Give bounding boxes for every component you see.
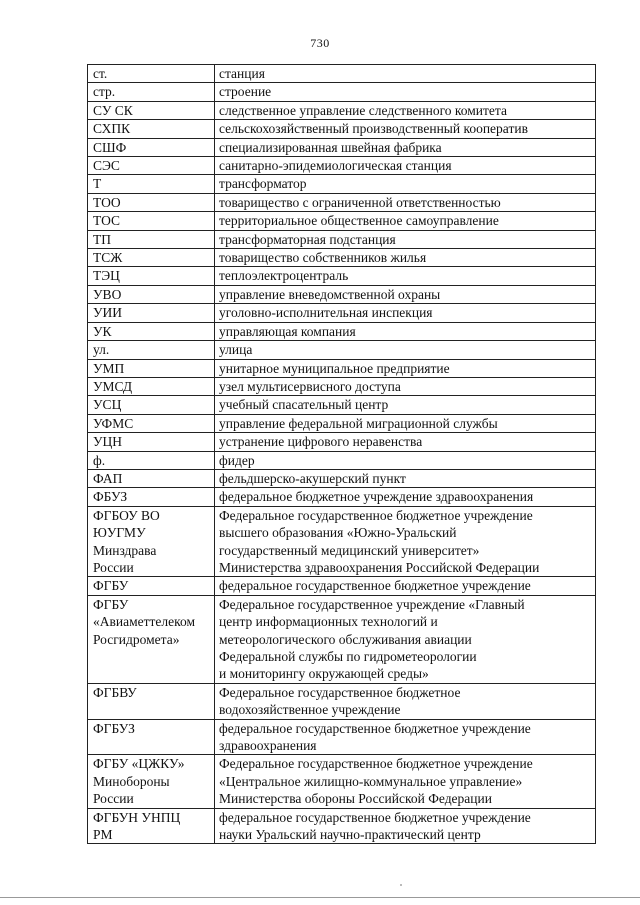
abbreviation-cell: ул. [88, 341, 215, 359]
abbreviation-cell: ТП [88, 230, 215, 248]
definition-cell: уголовно-исполнительная инспекция [215, 304, 596, 322]
page-number: 730 [310, 36, 330, 50]
abbreviation-cell: СШФ [88, 138, 215, 156]
definition-cell: учебный спасательный центр [215, 396, 596, 414]
abbreviations-table-body [88, 65, 596, 844]
table-row [88, 175, 596, 193]
definition-cell: Федеральное государственное бюджетное учреждение «Центральное жилищно-коммунальное управление» Министерства обороны Российской Федерации [215, 755, 596, 808]
definition-cell: федеральное государственное бюджетное учреждение здравоохранения [215, 719, 596, 755]
abbreviation-cell: ф. [88, 451, 215, 469]
abbreviation-cell: ТСЖ [88, 249, 215, 267]
definition-cell: управление вневедомственной охраны [215, 285, 596, 303]
abbreviation-cell: УФМС [88, 414, 215, 432]
table-row [88, 157, 596, 175]
table-row [88, 359, 596, 377]
abbreviation-cell: ФГБУ [88, 577, 215, 595]
definition-cell: специализированная швейная фабрика [215, 138, 596, 156]
table-row [88, 83, 596, 101]
definition-cell: Федеральное государственное бюджетное учреждение высшего образования «Южно-Уральский государственный медицинский университет» Министерства здравоохранения Российской Федерации [215, 506, 596, 577]
abbreviation-cell: ФГБУЗ [88, 719, 215, 755]
definition-cell: товарищество с ограниченной ответственностью [215, 193, 596, 211]
abbreviation-cell: СЭС [88, 157, 215, 175]
definition-cell: узел мультисервисного доступа [215, 377, 596, 395]
abbreviation-cell: ФГБУ «ЦЖКУ» Минобороны России [88, 755, 215, 808]
table-row [88, 193, 596, 211]
definition-cell: товарищество собственников жилья [215, 249, 596, 267]
abbreviation-cell: УСЦ [88, 396, 215, 414]
abbreviation-cell: УК [88, 322, 215, 340]
table-row [88, 65, 596, 83]
table-row [88, 808, 596, 844]
definition-cell: трансформаторная подстанция [215, 230, 596, 248]
definition-cell: теплоэлектроцентраль [215, 267, 596, 285]
table-row [88, 377, 596, 395]
abbreviation-cell: УМП [88, 359, 215, 377]
abbreviation-cell: ФГБВУ [88, 683, 215, 719]
table-row [88, 451, 596, 469]
abbreviation-cell: УЦН [88, 433, 215, 451]
abbreviation-cell: ФГБУН УНПЦ РМ [88, 808, 215, 844]
definition-cell: Федеральное государственное бюджетное водохозяйственное учреждение [215, 683, 596, 719]
table-row [88, 433, 596, 451]
definition-cell: федеральное государственное бюджетное учреждение [215, 577, 596, 595]
definition-cell: Федеральное государственное учреждение «Главный центр информационных технологий и метеорологического обслуживания авиации Федеральной службы по гидрометеорологии и мониторингу окружающей среды» [215, 595, 596, 683]
table-row [88, 267, 596, 285]
table-row [88, 230, 596, 248]
table-row [88, 469, 596, 487]
abbreviation-cell: ТОС [88, 212, 215, 230]
abbreviations-table [87, 64, 596, 844]
definition-cell: трансформатор [215, 175, 596, 193]
definition-cell: санитарно-эпидемиологическая станция [215, 157, 596, 175]
table-row [88, 285, 596, 303]
table-row [88, 488, 596, 506]
definition-cell: федеральное бюджетное учреждение здравоохранения [215, 488, 596, 506]
table-row [88, 101, 596, 119]
abbreviation-cell: ФГБУ «Авиаметтелеком Росгидромета» [88, 595, 215, 683]
table-row [88, 506, 596, 577]
abbreviation-cell: ФБУЗ [88, 488, 215, 506]
definition-cell: сельскохозяйственный производственный кооператив [215, 120, 596, 138]
table-row [88, 341, 596, 359]
table-row [88, 683, 596, 719]
table-row [88, 120, 596, 138]
definition-cell: территориальное общественное самоуправление [215, 212, 596, 230]
scan-artifact [400, 884, 402, 886]
definition-cell: следственное управление следственного комитета [215, 101, 596, 119]
abbreviation-cell: ст. [88, 65, 215, 83]
table-row [88, 304, 596, 322]
table-row [88, 322, 596, 340]
abbreviation-cell: ФАП [88, 469, 215, 487]
table-row [88, 249, 596, 267]
abbreviation-cell: УИИ [88, 304, 215, 322]
abbreviation-cell: Т [88, 175, 215, 193]
definition-cell: федеральное государственное бюджетное учреждение науки Уральский научно-практический центр [215, 808, 596, 844]
table-row [88, 755, 596, 808]
abbreviation-cell: ФГБОУ ВО ЮУГМУ Минздрава России [88, 506, 215, 577]
definition-cell: управление федеральной миграционной службы [215, 414, 596, 432]
definition-cell: фельдшерско-акушерский пункт [215, 469, 596, 487]
abbreviation-cell: ТЭЦ [88, 267, 215, 285]
definition-cell: устранение цифрового неравенства [215, 433, 596, 451]
abbreviation-cell: стр. [88, 83, 215, 101]
table-row [88, 396, 596, 414]
table-row [88, 719, 596, 755]
table-row [88, 414, 596, 432]
abbreviation-cell: СУ СК [88, 101, 215, 119]
abbreviation-cell: УМСД [88, 377, 215, 395]
abbreviation-cell: СХПК [88, 120, 215, 138]
definition-cell: фидер [215, 451, 596, 469]
table-row [88, 138, 596, 156]
definition-cell: улица [215, 341, 596, 359]
definition-cell: управляющая компания [215, 322, 596, 340]
definition-cell: унитарное муниципальное предприятие [215, 359, 596, 377]
definition-cell: строение [215, 83, 596, 101]
table-row [88, 212, 596, 230]
definition-cell: станция [215, 65, 596, 83]
abbreviation-cell: ТОО [88, 193, 215, 211]
table-row [88, 577, 596, 595]
page-bottom-edge [0, 897, 640, 898]
abbreviation-cell: УВО [88, 285, 215, 303]
table-row [88, 595, 596, 683]
